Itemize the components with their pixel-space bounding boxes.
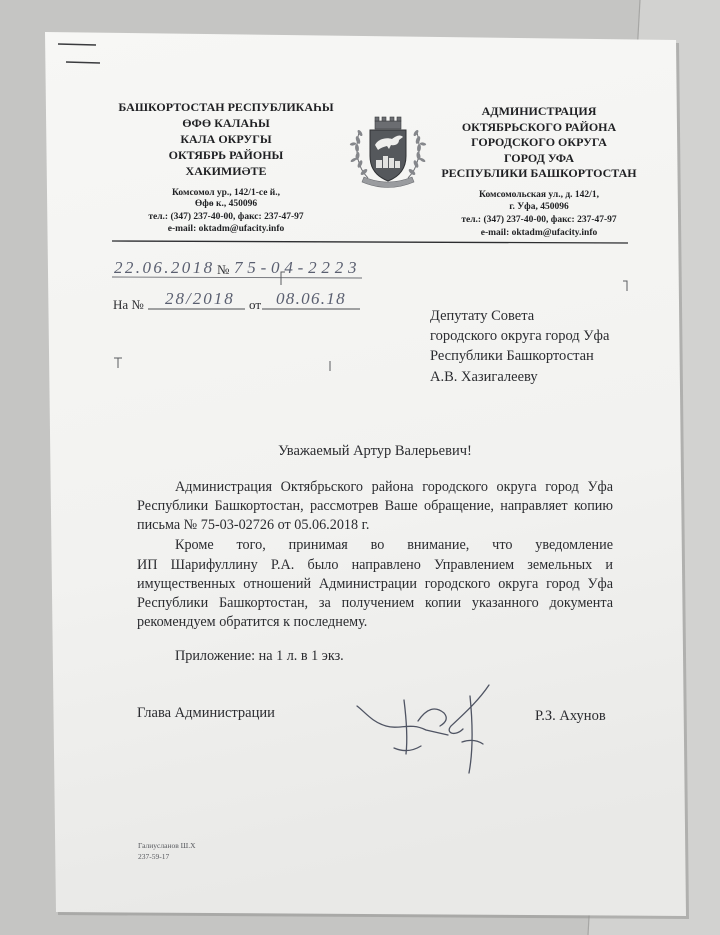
emblem-laurel-left <box>350 129 369 178</box>
body-line: Республики Башкортостан, за получением копии указанного документа <box>137 594 613 611</box>
executor-phone: 237-59-17 <box>138 852 170 861</box>
outgoing-number-sign: № <box>217 262 230 277</box>
letterhead-right-email: e-mail: oktadm@ufacity.info <box>480 227 598 238</box>
letterhead-left-line: КАЛА ОКРУГЫ <box>180 132 272 146</box>
emblem-crown <box>375 117 401 129</box>
body-line: имущественных отношений Администрации городского округа город Уфа <box>137 575 613 592</box>
letterhead-right-line: АДМИНИСТРАЦИЯ <box>481 104 597 118</box>
outgoing-date: 22.06.2018 <box>114 258 215 277</box>
emblem-laurel-right <box>408 129 427 178</box>
letterhead-right-line: РЕСПУБЛИКИ БАШКОРТОСТАН <box>441 166 637 180</box>
reference-prefix: На № <box>113 297 144 312</box>
reference-date: 08.06.18 <box>276 289 346 308</box>
letterhead-right-address: Комсомольская ул., д. 142/1, <box>479 189 599 200</box>
letterhead-right-phone: тел.: (347) 237-40-00, факс: 237-47-97 <box>461 214 617 225</box>
letterhead-left-phone: тел.: (347) 237-40-00, факс: 237-47-97 <box>148 211 304 222</box>
signatory-name: Р.З. Ахунов <box>535 707 606 724</box>
greeting: Уважаемый Артур Валерьевич! <box>278 443 472 459</box>
coat-of-arms-icon <box>342 114 434 190</box>
body-line: письма № 75-03-02726 от 05.06.2018 г. <box>137 516 370 533</box>
letterhead-left-address: Өфө к., 450096 <box>194 198 258 209</box>
letterhead-left-line: БАШКОРТОСТАН РЕСПУБЛИКАҺЫ <box>118 100 334 114</box>
executor-name: Галиусланов Ш.Х <box>138 841 196 850</box>
outgoing-number: 75-04-2223 <box>234 258 362 277</box>
reference-from-label: от <box>249 297 262 312</box>
addressee-line: Депутату Совета <box>430 307 535 324</box>
letterhead-left-line: ХАКИМИӘТЕ <box>185 164 267 178</box>
letterhead-left <box>100 99 352 179</box>
signatory-title: Глава Администрации <box>137 704 275 721</box>
addressee-name: А.В. Хазигалееву <box>430 368 538 385</box>
reference-number: 28/2018 <box>165 289 235 308</box>
letterhead-right <box>428 104 650 182</box>
letterhead-left-line: ӨФӨ КАЛАҺЫ <box>182 116 270 130</box>
body-line: рекомендуем обратится к последнему. <box>137 613 368 630</box>
letterhead-right-address: г. Уфа, 450096 <box>509 201 569 212</box>
letterhead-right-line: ОКТЯБРЬСКОГО РАЙОНА <box>461 119 617 134</box>
body-line: ИП Шарифуллину Р.А. было направлено Управлением земельных и <box>137 556 613 573</box>
body-line: Республики Башкортостан, рассмотрев Ваше обращение, направляет копию <box>137 497 613 514</box>
body-line: Кроме того, принимая во внимание, что уведомление <box>175 536 613 553</box>
attachment-note: Приложение: на 1 л. в 1 экз. <box>175 647 344 664</box>
letterhead-right-line: ГОРОД УФА <box>503 150 575 165</box>
letterhead-right-line: ГОРОДСКОГО ОКРУГА <box>471 135 607 149</box>
letterhead-left-line: ОКТЯБРЬ РАЙОНЫ <box>168 148 284 162</box>
letterhead-left-email: e-mail: oktadm@ufacity.info <box>167 223 285 234</box>
letterhead-left-address: Комсомол ур., 142/1-се й., <box>171 187 281 198</box>
body-line: Администрация Октябрьского района городского округа город Уфа <box>175 478 613 495</box>
addressee-line: Республики Башкортостан <box>430 347 594 364</box>
addressee-line: городского округа город Уфа <box>430 327 610 344</box>
